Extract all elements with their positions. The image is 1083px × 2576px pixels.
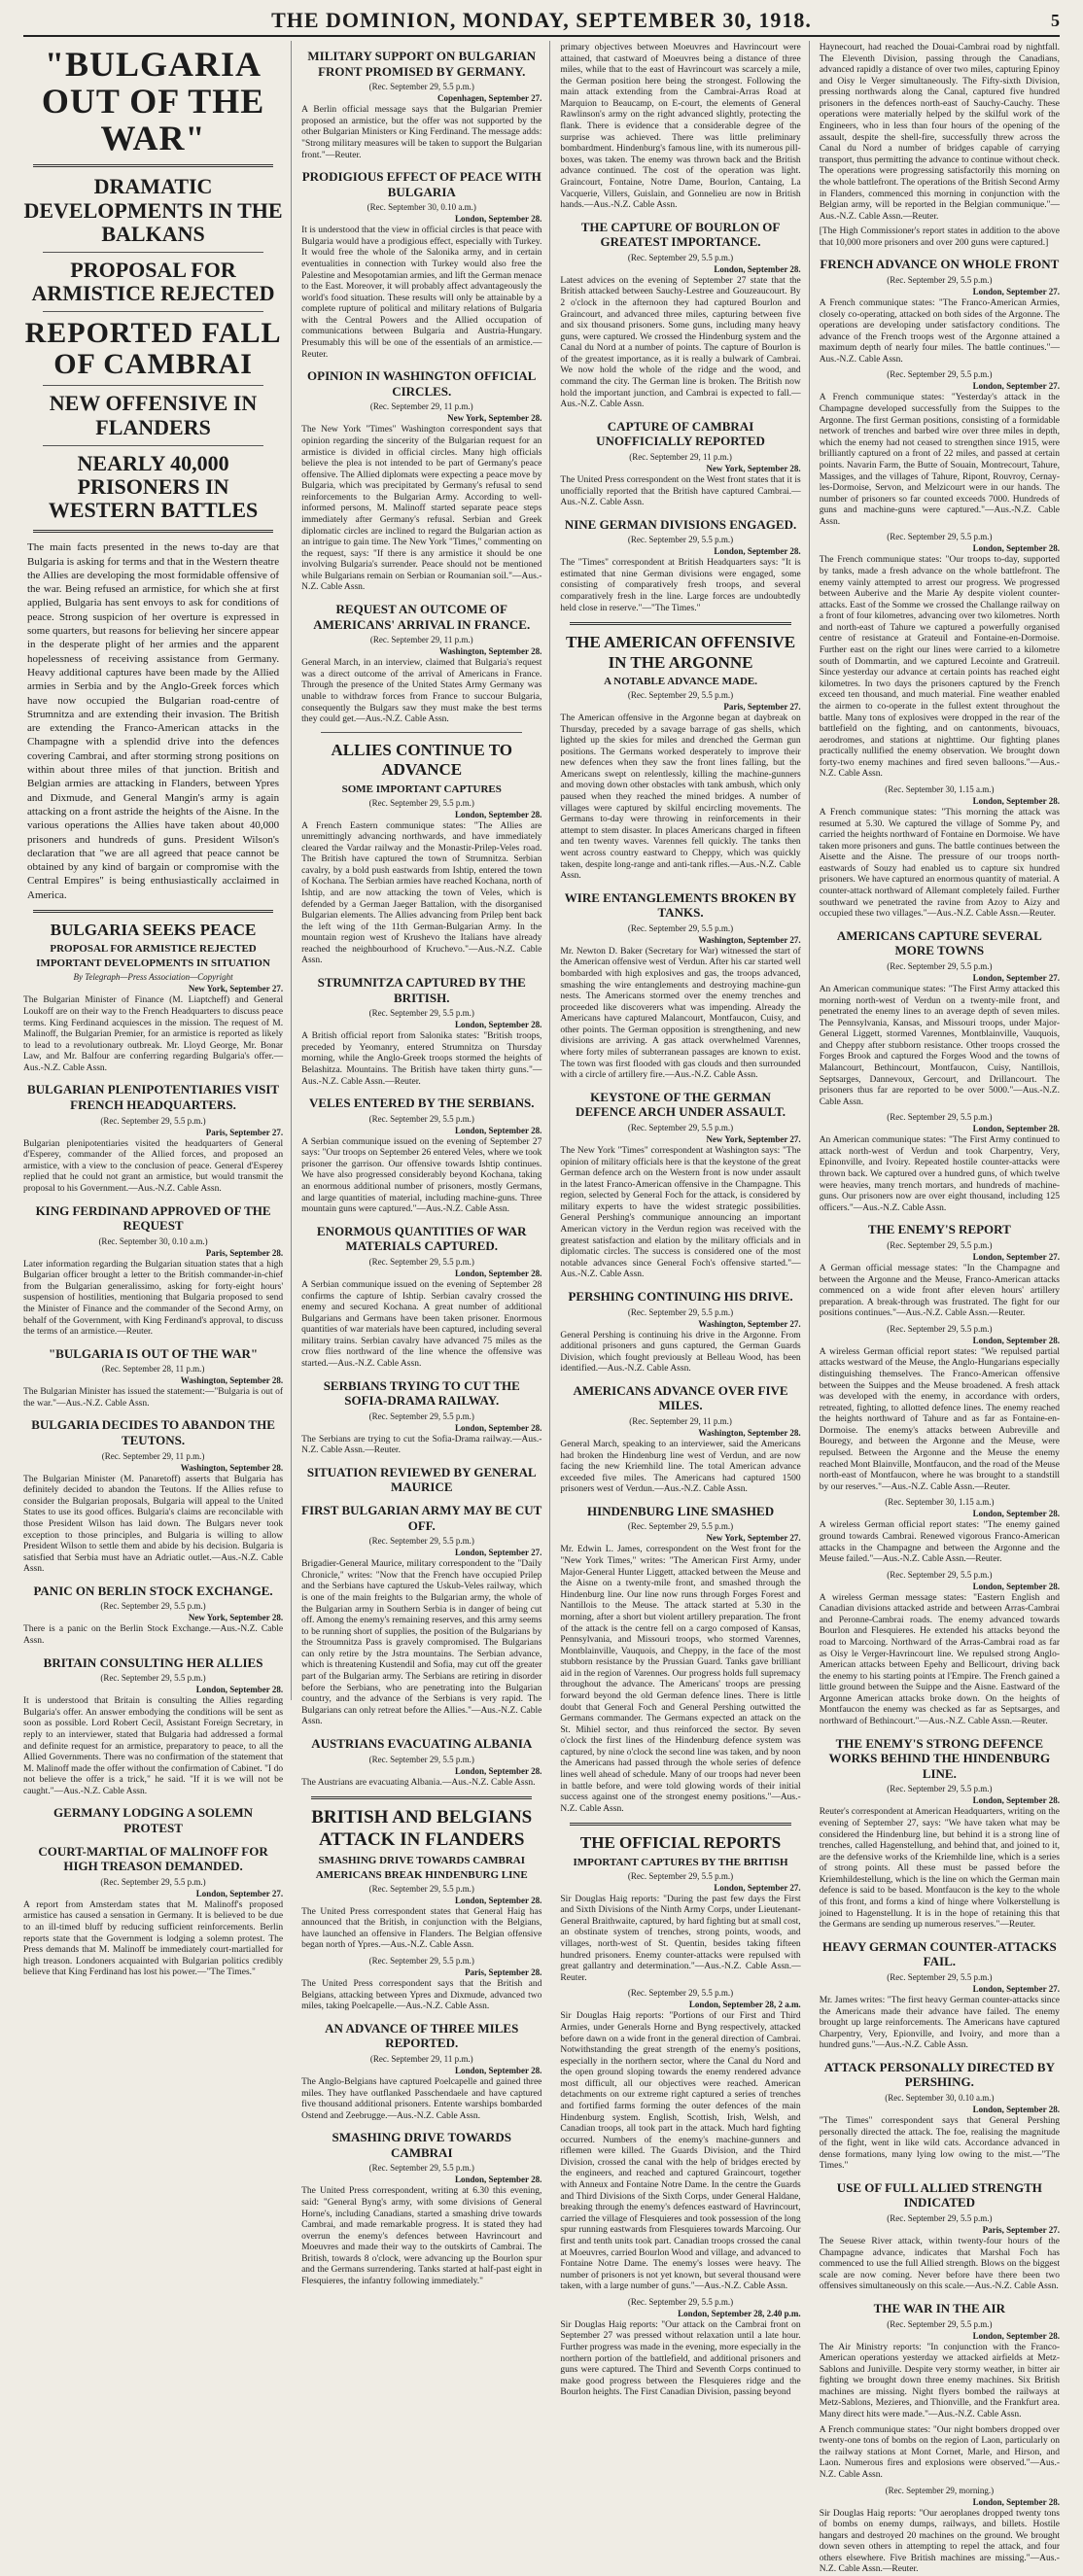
received-date: (Rec. September 29, 5.5 p.m.)	[627, 2296, 734, 2307]
article-body: Mr. James writes: "The first heavy German counter-attacks since the Americans made their advance have failed. The enemy brought up large reinforcements. The Americans have captured Charpentry, Very, Epionville, and Ivoiry, and more than a hundred guns."—Aus.-N.Z. Cable Assn.	[819, 1995, 1060, 2051]
received-date: (Rec. September 29, 5.5 p.m.)	[887, 532, 993, 542]
received-date: (Rec. September 29, 5.5 p.m.)	[887, 1323, 993, 1334]
article-body: A report from Amsterdam states that M. Malinoff's proposed armistice has caused a sensation in Germany. It is believed to be due to an ill-timed bluff by reducing sufficient reinforcements. Berlin reports state that the Government is lodging a solemn protest. The Press demands that M. Malinoff be immediately court-martialled for high treason. Londoners acquainted with Bulgarian politics credibly believe that King Ferdinand has lost his power.—"The Times."	[23, 1899, 284, 1978]
dateline-place: New York, September 28.	[447, 413, 542, 424]
article-headline: WIRE ENTANGLEMENTS BROKEN BY TANKS.	[564, 889, 797, 921]
article-subheadline: IMPORTANT DEVELOPMENTS IN SITUATION	[36, 957, 270, 970]
article-headline: STRUMNITZA CAPTURED BY THE BRITISH.	[317, 975, 526, 1005]
article-headline: CAPTURE OF CAMBRAI UNOFFICIALLY REPORTED	[596, 418, 765, 449]
dateline-place: Paris, September 28.	[465, 1967, 542, 1978]
article-headline: SMASHING DRIVE TOWARDS CAMBRAI	[332, 2130, 511, 2160]
divider	[321, 732, 522, 733]
article-body: Latest advices on the evening of September 27 state that the British attacked between Sauchy-Lestree and Gouzeaucourt. By 2 o'clock in the afternoon they had captured Bourlon and Graincourt, and advanced three miles, capturing between five and six thousand prisoners. Some guns, including many heavy guns, were captured. We crossed the Hindenburg system and the Canal du Nord at a number of points. The capture of Bourlon is of the greatest importance, as it is really a bulwark of Cambrai. We now hold the whole of the ridge and the wood, and command the city. The German line is broken. The British now hold the important junction, and Cambrai is expected to fall.—Aus.-N.Z. Cable Assn.	[560, 275, 801, 410]
article-body: A British official report from Salonika states: "British troops, preceded by Yeomanry, entered Strumnitza on Thursday morning, while the Anglo-Greek troops stormed the heights of Belashitza. Mountains. The British have taken thirty guns."—Aus.-N.Z. Cable Assn.—Reuter.	[301, 1031, 542, 1087]
dateline-place: London, September 28.	[455, 809, 542, 819]
article-body: The Seuese River attack, within twenty-four hours of the Champagne advance, indicates that Marshal Foch has commenced to use the full Allied strength. Blows on the biggest scale are now coming. Never before have there been two offensives simultaneously on this scale.—Aus.-N.Z. Cable Assn.	[819, 2237, 1060, 2292]
dateline-place: Paris, September 27.	[205, 1127, 284, 1137]
article-body: The Anglo-Belgians have captured Poelcapelle and gained three miles. They have outflanked Passchendaele and have captured five thousand additional prisoners. Entente warships bombarded Ostend and Zeebrugge.—Aus.-N.Z. Cable Assn.	[301, 2076, 542, 2121]
article-headline: VELES ENTERED BY THE SERBIANS.	[308, 1096, 535, 1111]
masthead	[23, 6, 1060, 37]
article-body: The Austrians are evacuating Albania.—Aus.-N.Z. Cable Assn.	[301, 1777, 536, 1788]
dateline-place: London, September 27.	[972, 972, 1060, 983]
article-headline: THE AMERICAN OFFENSIVE IN THE ARGONNE	[565, 633, 796, 672]
divider	[43, 445, 263, 446]
article-body: It is understood that Britain is consulting the Allies regarding Bulgaria's offer. An answer embodying the conditions will be sent as soon as possible. Lord Robert Cecil, Assistant Foreign Secretary, in reply to an interviewer, stated that Bulgaria had addressed a formal and definite request for an armistice, preparatory to peace, to all the Allied Governments. There was no confirmation of the statement that M. Malinoff made the offer without the confirmation of Cabinet. "I do not believe the offer is a trick," he said. "If it is we will not be caught."—Aus.-N.Z. Cable Assn.	[23, 1696, 284, 1796]
received-date: (Rec. September 29, 5.5 p.m.)	[627, 1870, 734, 1881]
article-body: An American communique states: "The First Army attacked this morning north-west of Verdun on a twenty-mile front, and penetrated the enemy lines to an average depth of seven miles. The Pennsylvania, Kansas, and Missouri troops, under Major-General Liggett, stormed Varennes, Montblainville, Vauquois, and Cheppy after stubborn resistance. Other troops crossed the Forges Brook and captured the Forges Wood and the towns of Malancourt, Bethincourt, Montfaucon, Cuisy, Nantillois, Septsarges, Dannevoux, Gercourt, and Drillancourt. The prisoners thus far are reported to be over 5000."—Aus.-N.Z. Cable Assn.	[819, 984, 1060, 1107]
divider	[43, 385, 263, 386]
article-body: The French communique states: "Our troops to-day, supported by tanks, made a fresh advance on the whole battlefront. The enemy vainly attempted to arrest our progress. We progressed between Auberive and the Marie Ay despite violent counter-attacks. East of the Somme we crossed the Challange railway on a front of four kilometres, advancing over two kilometres. North and north-east of Tahure we captured a powerfully organised centre of resistance at Grateuil and Fontaine-en-Dormoise. Further east on the right our lines were carried to a kilometre south of Dommartin, and we captured Lecointe and Gratreuil. Since yesterday our advance at certain points has reached eight kilometres. In two days the prisoners captured by the French exceed ten thousand, and much material. Fine weather enabled the airmen to co-operate in the fullest extent throughout the battle. Many tons of explosives were dropped in the rear of the battlefield on the fighting, and on cantonments, bivouacs, aerodromes, and stations at nighttime. Our fighting planes practically nullified the enemy observation. We brought down forty-two enemy machines and fired seven balloons."—Aus.-N.Z. Cable Assn.	[819, 555, 1060, 780]
article-headline: ALLIES CONTINUE TO ADVANCE	[331, 740, 512, 780]
article-body: Mr. Edwin L. James, correspondent on the West front for the "New York Times," writes: "The American First Army, under Major-General Hunter Liggett, attacked between the Meuse and the Aisne on a twenty-mile front, and smashed through the Hindenburg line. Our line now runs through Forges Forest and Nantillois to the Meuse. The attack started at 5.30 in the morning, after a short but violent artillery preparation. The front of the attack is the centre fell on a cargo composed of Kansas, Pennsylvania, and Missouri troops, who stormed Varennes, Montblainville, Vauquois, and Cheppy, in the face of the most stubborn resistance by the Prussian Guard. Tanks gave brilliant aid in the region of Varennes. Our progress holds full supremacy throughout the advance. The Americans' troops are pressing forward beyond the old German defence lines. There is little doubt that General Foch and General Pershing outwitted the Germans commander. The Germans expected an attack on the St. Mihiel sector, and thus reinforced the sector. By seven o'clock the first lines of the Hindenburg defence system was captured, by nine o'clock the second line was taken, and by noon the Americans had passed through the whole series of defence lines well ahead of schedule. Many of our troops had never been in battle before, and were told glowing words of their initial success against one of the strongest enemy positions."—Aus.-N.Z. Cable Assn.	[560, 1545, 801, 1814]
article-body: Reuter's correspondent at American Headquarters, writing on the evening of September 27, says: "We have taken what may be considered the Hindenburg line, but behind it is a strong line of trenches, called Hagenstellung, and behind that, and joined to it, are the defensive works of the Kriemhilde line, which is a series of strong points. All these must be passed before the Kriemhildestellung, which is the line on which the German main defence is said to be based. Montfaucon is the key to the whole of this front, and forms a kind of hinge where Volkerstellung is joined to Hagenstellung. It is in the hope of retaining this that the Germans are sending up numerous reserves."—Reuter.	[819, 1807, 1060, 1931]
column-3	[560, 41, 809, 2398]
article-body: Sir Douglas Haig reports: "Our aeroplanes dropped twenty tons of bombs on enemy dumps, railways, and billets. Hostile hangars and destroyed 20 machines on the ground. We brought down seven others in attempting to repel the attack, and four others elsewhere. Five British machines are missing."—Aus.-N.Z. Cable Assn.—Reuter.	[819, 2508, 1060, 2575]
article-body: There is a panic on the Berlin Stock Exchange.—Aus.-N.Z. Cable Assn.	[23, 1624, 284, 1647]
dateline-place: London, September 28.	[972, 543, 1060, 554]
dateline-place: New York, September 27.	[706, 1133, 801, 1144]
article-body: General March, in an interview, claimed that Bulgaria's request was a direct outcome of the arrival of Americans in France. Through the presence of the United States Army Germany was unable to withdraw forces from France to succour Bulgaria, consequently the Bulgars saw they must make the best terms they could get.—Aus.-N.Z. Cable Assn.	[301, 658, 542, 725]
article-body: "The Times" correspondent says that General Pershing personally directed the attack. The foe, realising the magnitude of the fight, went in like wild cats. Accordance advanced in dense formations, many lying low owing to the mist.—"The Times."	[819, 2116, 1060, 2172]
received-date: (Rec. September 29, 5.5 p.m.)	[627, 689, 734, 700]
dateline-place: London, September 28.	[972, 2330, 1060, 2341]
article-headline: AMERICANS CAPTURE SEVERAL MORE TOWNS	[836, 927, 1042, 958]
divider	[33, 164, 273, 167]
received-date: (Rec. September 29, 5.5 p.m.)	[627, 1521, 734, 1532]
article-body: The New York "Times" correspondent at Washington says: "The opinion of military officials here is that the keystone of the great German defence arch on the Western front is now under assault in the latest Franco-American offensive in the Champagne. This region, selected by General Foch for the attack, is considered by military experts to have the widest strategic possibilities. General Pershing's communique announcing an important American victory in the Verdun region was received with the greatest satisfaction and elation by the military officials and in diplomatic circles. The success is considered one of the most notable advances since General Foch's offensive started."—Aus.-N.Z. Cable Assn.	[560, 1145, 801, 1280]
article-headline: SERBIANS TRYING TO CUT THE SOFIA-DRAMA RAILWAY.	[323, 1377, 520, 1409]
divider	[570, 622, 790, 625]
article-body: Haynecourt, had reached the Douai-Cambrai road by nightfall. The Eleventh Division, passing through the Canadians, advanced rapidly a distance of over two miles, capturing Epinoy and Oisy le Verger simultaneously. The Fifty-sixth Division, pressing northwards along the Canal, captured five hundred prisoners in the defences north-east of Sauchy-Cauchy. These operations were materially helped by the skilful work of the Engineers, who in less than four hours of the opening of the assault, despite the shell-fire, successfully threw across the Canal du Nord a number of bridges capable of carrying transport, thus permitting the advance to continue without check. The operations were progressing satisfactorily this morning on the whole battlefront. The operations of the British Second Army in Flanders, commenced this morning in conjunction with the Belgian army, will be reported in the Belgian communique."—Aus.-N.Z. Cable Assn.—Reuter.	[819, 43, 1060, 222]
received-date: (Rec. September 29, 5.5 p.m.)	[368, 1883, 474, 1894]
headline-fall-of-cambrai: REPORTED FALL OF CAMBRAI	[24, 317, 282, 380]
dateline-place: London, September 28.	[455, 1422, 542, 1433]
main-headline: "BULGARIA OUT OF THE WAR"	[41, 45, 265, 157]
divider	[33, 530, 273, 533]
article-body: The Air Ministry reports: "In conjunction with the Franco-American operations yesterday we attacked airfields at Metz-Sablons and Juniville. Despite very stormy weather, in bitter air fighting we brought down three enemy machines. Six British machines are missing. Night flyers bombed the railways at Metz-Sablons, Mezieres, and Thionville, and the Frankfurt area. Many direct hits were made."—Aus.-N.Z. Cable Assn.	[819, 2342, 1060, 2420]
article-body: The Bulgarian Minister of Finance (M. Liaptcheff) and General Loukoff are on their way to the French Headquarters to discuss peace terms. King Ferdinand acquiesces in the mission. The request of M. Malinoff, the Bulgarian Premier, for an armistice is reported as likely to lead to a revolutionary outbreak. Mr. Lloyd George, Mr. Bonar Law, and Mr. Balfour are conferring regarding Bulgaria's offer.—Aus.-N.Z. Cable Assn.	[23, 995, 284, 1073]
dateline-place: London, September 27.	[972, 381, 1060, 392]
dateline-place: Washington, September 27.	[698, 1318, 801, 1329]
dateline-place: London, September 28.	[455, 2175, 542, 2185]
dateline-place: London, September 27.	[972, 287, 1060, 296]
article-headline: SITUATION REVIEWED BY GENERAL MAURICE	[306, 1464, 537, 1495]
received-date: (Rec. September 29, 5.5 p.m.)	[627, 1988, 734, 1999]
dateline-place: Washington, September 28.	[698, 1428, 801, 1438]
article-headline: ATTACK PERSONALLY DIRECTED BY PERSHING.	[823, 2059, 1055, 2090]
columns	[23, 41, 1060, 2575]
article-subheadline: SMASHING DRIVE TOWARDS CAMBRAI	[318, 1854, 526, 1866]
dateline-place: Washington, September 28.	[180, 1375, 284, 1386]
received-date: (Rec. September 29, 11 p.m.)	[629, 451, 732, 462]
dateline-place: London, September 28, 2.40 p.m.	[678, 2308, 801, 2318]
received-date: (Rec. September 30, 0.10 a.m.)	[885, 2093, 995, 2103]
received-date: (Rec. September 29, 11 p.m.)	[369, 401, 473, 412]
article-body: A French communique states: "The Franco-American Armies, closely co-operating, attacked on both sides of the Argonne. The operations are developing under satisfactory conditions. The advance of the French troops west of the Argonne attained a maximum depth of nearly four miles. The battle continues."—Aus.-N.Z. Cable Assn.	[819, 298, 1060, 365]
received-date: (Rec. September 29, 5.5 p.m.)	[368, 1956, 474, 1967]
received-date: (Rec. September 30, 1.15 a.m.)	[885, 783, 995, 794]
article-headline: PERSHING CONTINUING HIS DRIVE.	[568, 1288, 793, 1304]
received-date: (Rec. September 29, 5.5 p.m.)	[887, 275, 993, 285]
article-body: A French communique states: "Yesterday's attack in the Champagne developed successfully from the Suippes to the Argonne. The first German positions, consisting of a formidable network of trenches and barbed wire over three miles in depth, which the enemy had not ceased to strengthen since 1915, were brilliantly captured on a front of 22 miles, and passed at certain points. Navarin Farm, the Butte of Souain, Montrecourt, Tahure, Massiges, and the villages of Tahure, Ripont, Rouvroy, Cernay-les-Dormoise, Servon, and Melzicourt were in our hands. The number of prisoners so far counted exceeds 7000. Hundreds of guns and machine-guns were captured."—Aus.-N.Z. Cable Assn.	[819, 393, 1060, 527]
article-headline: THE CAPTURE OF BOURLON OF GREATEST IMPORTANCE.	[580, 219, 781, 250]
dateline-place: London, September 28.	[455, 1268, 542, 1278]
dateline-place: London, September 27.	[195, 1888, 284, 1898]
article-headline: KING FERDINAND APPROVED OF THE REQUEST	[35, 1202, 271, 1234]
dateline-place: London, September 28.	[972, 2496, 1060, 2507]
headline-flanders: NEW OFFENSIVE IN FLANDERS	[49, 391, 258, 439]
received-date: (Rec. September 29, 5.5 p.m.)	[368, 1410, 474, 1421]
article-headline: BRITISH AND BELGIANS ATTACK IN FLANDERS	[311, 1807, 533, 1850]
article-body: The United Press correspondent on the West front states that it is unofficially reported that the British have captured Cambrai.—Aus.-N.Z. Cable Assn.	[560, 474, 801, 508]
received-date: (Rec. September 29, 5.5 p.m.)	[368, 2163, 474, 2174]
dateline-place: London, September 28.	[972, 1509, 1060, 1519]
article-body: A French communique states: "Our night bombers dropped over twenty-one tons of bombs on the region of Laon, particularly on the railway stations at Mont Cornet, Marle, and Hirson, and Laon. Numerous fires and explosions were observed."—Aus.-N.Z. Cable Assn.	[819, 2424, 1060, 2480]
article-headline: KEYSTONE OF THE GERMAN DEFENCE ARCH UNDER ASSAULT.	[576, 1089, 786, 1120]
article-body: The Bulgarian Minister (M. Panaretoff) asserts that Bulgaria has definitely decided to abandon the Teutons. If the Allies refuse to consider the Bulgarian proposals, Bulgaria will appeal to the United States to use its good offices. Bulgaria's claims are reconcilable with those President Wilson has laid down. The Bulgars never took exception to those principles, and Bulgaria is willing to allow President Wilson to settle them and abide by his decision. Bulgaria is satisfied that Serbia must have an Adriatic outlet.—Aus.-N.Z. Cable Assn.	[23, 1474, 284, 1575]
received-date: (Rec. September 29, 5.5 p.m.)	[627, 1122, 734, 1132]
column-4	[819, 41, 1060, 2575]
article-body: A French communique states: "This morning the attack was resumed at 5.30. We captured the village of Somme Py, and carried the heights northward of Fontaine en Dormoise. We have taken more prisoners and guns. The battle continues between the Aisette and the Aisne. The pressure of our troops north-eastwards of Souzy had enabled us to capture six hundred prisoners. We have captured an enormous quantity of material. A counter-attack northward of Allemant completely failed. Further southward we penetrated the ravine from Azoy to Aizy and occupied these two villages."—Aus.-N.Z. Cable Assn.—Reuter.	[819, 807, 1060, 920]
received-date: (Rec. September 29, 5.5 p.m.)	[368, 797, 474, 808]
received-date: (Rec. September 29, 5.5 p.m.)	[368, 1536, 474, 1547]
article-headline: HEAVY GERMAN COUNTER-ATTACKS FAIL.	[821, 1938, 1057, 1969]
dateline-place: London, September 28.	[714, 263, 801, 274]
dateline-place: Copenhagen, September 27.	[437, 93, 542, 104]
article-body: A Serbian communique issued on the evening of September 28 confirms the capture of Ishtip. Serbian cavalry crossed the enemy and secured Kochana. A great number of additional Bulgarians and Germans have been taken prisoner. Enormous quantities of war materials have been captured, including several military trains. Serbian cavalry have advanced 75 miles as the crow flies northward of the line whence the offensive was started.—Aus.-N.Z. Cable Assn.	[301, 1279, 542, 1369]
received-date: (Rec. September 29, 5.5 p.m.)	[627, 1306, 734, 1317]
received-date: (Rec. September 29, 11 p.m.)	[629, 1416, 732, 1426]
article-subheadline: SOME IMPORTANT CAPTURES	[341, 783, 502, 795]
article-body: Sir Douglas Haig reports: "Portions of our First and Third Armies, under Generals Horne and Byng respectively, attacked before dawn on a wide front in the general direction of Cambrai. Notwithstanding the great strength of the enemy's positions, especially in the northern sector, where the Canal du Nord and the open ground sloping towards the enemy rendered advance most difficult, all our objectives were reached. American detachments on our extreme right captured a series of trenches and fortified farms forming the outer defences of the main Hindenburg system. English, Scottish, Irish, Welsh, and Canadian troops, all took part in the attack. Much hard fighting occurred. Numbers of the enemy's machine-gunners and riflemen were killed. The Guards Division, and the Third Division, crossed the canal with the help of bridges erected by the engineers, and reached and captured Graincourt, together with Anneux and Fontaine Notre Dame. In the centre the Guards and Third Divisions of the Sixth Corps, under General Haldane, breaking through the enemy's defences eastward of Havrincourt, carried the village of Flesquieres and took possession of the long spur running eastwards from Flesquieres towards Marcoing. Our first and tenth units took part. Canadian troops crossed the canal at Moeuvres, carried Bourlon Wood and village, and advanced to Fontaine Notre Dame. The enemy's losses were heavy. The number of prisoners is not yet known, but several thousand were taken, with a large number of guns."—Aus.-N.Z. Cable Assn.	[560, 2011, 801, 2292]
received-date: (Rec. September 29, 5.5 p.m.)	[887, 960, 993, 971]
dateline-place: London, September 27.	[714, 1882, 801, 1893]
article-body: A Serbian communique issued on the evening of September 27 says: "Our troops on September 26 entered Veles, where we took prisoner the garrison. Our offensive towards Ishtip continues. We have also progressed considerably beyond Kochana, taking an enormous additional number of prisoners, mostly Germans, and large quantities of material, including machine-guns. Three mountain guns were captured."—Aus.-N.Z. Cable Assn.	[301, 1136, 542, 1215]
article-subheadline: IMPORTANT CAPTURES BY THE BRITISH	[573, 1856, 788, 1868]
article-headline: PANIC ON BERLIN STOCK EXCHANGE.	[33, 1583, 273, 1598]
article-body: Brigadier-General Maurice, military correspondent to the "Daily Chronicle," writes: "Now that the French have occupied Prilep and the Serbians have captured the Uskub-Veles railway, which is one of the main freights to the Bulgarian army, the whole of the Bulgarian army in Southern Serbia is in danger of being cut off. Among the enemy's remaining reserves, and this army seems to be running short of supplies, the position of the Bulgarians by the Stroumnitza Pass is gravely compromised. The Bulgarians can only retire by the Jstra mountains. The Serbian advance, which is threatening Kustendil and Sofia, may cut off the greater part of the Bulgarian army. The Serbians are retiring in disorder before the Serbians, who are penetrating into the Bulgarian country, and the advance of the Serbians is very rapid. The Bulgarians can only retreat before the Allies."—Aus.-N.Z. Cable Assn.	[301, 1559, 542, 1727]
article-headline: THE WAR IN THE AIR	[873, 2300, 1005, 2315]
dateline-place: London, September 28.	[972, 795, 1060, 806]
received-date: (Rec. September 30, 0.10 a.m.)	[367, 202, 476, 213]
received-date: (Rec. September 29, 5.5 p.m.)	[368, 1256, 474, 1267]
dateline-place: New York, September 28.	[706, 463, 801, 473]
article-body: The American offensive in the Argonne began at daybreak on Thursday, preceded by a savage barrage of gas shells, which lighted up the skies for miles and drenched the German gun positions. The Germans worked desperately to improve their new defences when they saw the front lines falling, but the Americans swept on relentlessly, killing the machine-gunners and moving down other obstacles with tank ambush, which only paused when they reached the mined bridges. A number of villages were captured by skilful encircling movements. The Germans to-day were throwing in reinforcements in their attempt to stem disaster. In places Americans charged in fifteen and ten twenty waves. Varennes fell quickly. The tanks then went across country eastward to Cheppy, which was quickly taken, despite long-range and anti-tank rifles.—Aus.-N.Z. Cable Assn.	[560, 713, 801, 882]
article-headline: PRODIGIOUS EFFECT OF PEACE WITH BULGARIA	[301, 169, 542, 199]
newspaper-title: THE DOMINION, MONDAY, SEPTEMBER 30, 1918.	[271, 8, 812, 32]
received-date: (Rec. September 29, 5.5 p.m.)	[100, 1601, 206, 1612]
dateline-place: London, September 28.	[455, 1765, 542, 1776]
article-headline: "BULGARIA IS OUT OF THE WAR"	[48, 1345, 259, 1361]
divider	[33, 910, 273, 913]
article-body: Bulgarian plenipotentiaries visited the headquarters of General d'Esperey, commander of the Allied forces, and proposed an armistice, with a view to the conclusion of peace. General d'Esperey replied that he could not grant an armistice, but would transmit the proposal to his Government.—Aus.-N.Z. Cable Assn.	[23, 1138, 284, 1194]
dateline-place: London, September 27.	[972, 1251, 1060, 1262]
article-headline: AN ADVANCE OF THREE MILES REPORTED.	[325, 2020, 519, 2051]
received-date: (Rec. September 29, 5.5 p.m.)	[887, 1971, 993, 1982]
dateline-place: Paris, September 27.	[982, 2225, 1060, 2236]
article-headline: REQUEST AN OUTCOME OF AMERICANS' ARRIVAL IN FRANCE.	[313, 602, 531, 632]
article-headline: THE OFFICIAL REPORTS	[579, 1833, 782, 1853]
article-headline: USE OF FULL ALLIED STRENGTH INDICATED	[836, 2179, 1042, 2210]
dateline-place: London, September 27.	[972, 1983, 1060, 1994]
received-date: (Rec. September 29, 5.5 p.m.)	[887, 2318, 993, 2329]
divider	[43, 252, 263, 253]
article-headline: FIRST BULGARIAN ARMY MAY BE CUT OFF.	[301, 1503, 542, 1533]
article-body: The Serbians are trying to cut the Sofia-Drama railway.—Aus.-N.Z. Cable Assn.—Reuter.	[301, 1434, 542, 1456]
article-body: primary objectives between Moeuvres and Havrincourt were attained, that castward of Moeuvres being a distance of three miles, while that to the east of Havrincourt was scarcely a mile, the German position here being the strongest. Following the main attack extending from the Cambrai-Arras Road at Marquion to Beaucamp, on E-court, the elements of General Rawlinson's army on the right advanced slightly, protecting the flank. There is evidence that a considerable degree of the surprise was achieved. There was little preliminary bombardment. Hindenburg's famous line, with its numerous pill-boxes, was taken. The enemy was thrown back and the British advance continued. The cost of the operation was light. Graincourt, Fontaine, Notre Dame, Bourlon, Cantaing, La Vacquerie, Villers, Guislain, and Gonnelieu are now in British hands.—Aus.-N.Z. Cable Assn.	[560, 43, 801, 211]
article-headline: OPINION IN WASHINGTON OFFICIAL CIRCLES.	[307, 368, 537, 399]
article-body: A Berlin official message says that the Bulgarian Premier proposed an armistice, but the offer was not supported by the other Bulgarian Ministers or King Ferdinand. The message adds: "Strong military measures will be taken to support the Bulgarian front."—Reuter.	[301, 105, 542, 160]
dateline-place: London, September 28.	[972, 1581, 1060, 1591]
article-body: Mr. Newton D. Baker (Secretary for War) witnessed the start of the American offensive west of Verdun. After his car started well bombarded with high explosives and gas, the troops advanced, smashing the wire entanglements and destroying machine-gun nests. The Americans stormed over the enemy trenches and proceeded like discoverers what was impending. Already the Americans have captured Malancourt, Montfaucon, Cuisy, and other points. The German opposition is strengthening, and new divisions are arriving. A gas attack overwhelmed Varennes, where forty miles of subterranean passages are known to exist. The town was first flooded with gas clouds and then surrounded with a circle of artillery fire.—Aus.-N.Z. Cable Assn.	[560, 946, 801, 1081]
editor-note: [The High Commissioner's report states in addition to the above that 10,000 more prisoners and over 200 guns were captured.]	[819, 226, 1060, 248]
received-date: (Rec. September 29, 5.5 p.m.)	[368, 1008, 474, 1019]
article-body: A wireless German official report states: "The enemy gained ground towards Cambrai. Renewed vigorous Franco-American attacks in the Champagne and between the Argonne and the Meuse failed."—Aus.-N.Z. Cable Assn.—Reuter.	[819, 1520, 1060, 1565]
received-date: (Rec. September 29, 5.5 p.m.)	[100, 1115, 206, 1126]
dateline-place: London, September 28.	[714, 546, 801, 557]
article-body: The United Press correspondent states that General Haig has announced that the British, in conjunction with the Belgians, have launched an offensive in Flanders. The Belgian offensive began north of Ypres.—Aus.-N.Z. Cable Assn.	[301, 1906, 542, 1951]
received-date: (Rec. September 29, 5.5 p.m.)	[627, 535, 734, 545]
received-date: (Rec. September 29, morning.)	[885, 2485, 995, 2495]
received-date: (Rec. September 29, 5.5 p.m.)	[887, 2213, 993, 2224]
byline: By Telegraph—Press Association—Copyright	[73, 972, 233, 983]
received-date: (Rec. September 29, 5.5 p.m.)	[627, 252, 734, 262]
received-date: (Rec. September 30, 0.10 a.m.)	[98, 1236, 208, 1246]
lead-paragraph: The main facts presented in the news to-day are that Bulgaria is asking for terms and that in the Western theatre the Allies are developing the most formidable offensive of the war. Being refused an armistice, for which she at first applied, Bulgaria has sent envoys to ask for conditions of peace. Strong suspicion of her overture is expressed in some quarters, but reasons for believing her sincere appear in the desperate plight of her armies and the apparent hopelessness of receiving assistance from Germany. Heavy additional captures have been made by the Allied armies in Serbia and by the Anglo-Greek forces which have now occupied the Bulgarian road-centre of Strumnitza and are extending their invasion. The British are extending the Franco-American attacks in the Champagne with a splendid drive into the defences covering Cambrai, and after storming strong positions on within about three miles of that junction. British and Belgian armies are attacking in Flanders, between Ypres and Dixmude, and General Mangin's army is again attacking on a front astride the heights of the Aisne. In the various operations the Allies have taken about 40,000 prisoners and hundreds of guns. President Wilson's declaration that "we are all agreed that peace cannot be obtained by any kind of bargain or compromise with the Central Empires" is being enthusiastically acclaimed in America.	[27, 541, 280, 901]
article-body: General Pershing is continuing his drive in the Argonne. From additional prisoners and guns captured, the German Guards Division, which fought previously at Belleau Wood, has been identified.—Aus.-N.Z. Cable Assn.	[560, 1330, 801, 1375]
article-subheadline: A NOTABLE ADVANCE MADE.	[604, 675, 757, 687]
article-body: Sir Douglas Haig reports: "Our attack on the Cambrai front on September 27 was pressed without relaxation until a late hour. Further progress was made in the evening, more especially in the northern portion of the battlefield, and additional prisoners and guns were captured. The Third and Seventh Corps continued to make good progress between the Flesquieres ridge and the Bourlon heights. The First Canadian Division, passing beyond	[560, 2319, 801, 2398]
article-body: General March, speaking to an interviewer, said the Americans had broken the Hindenburg line west of Verdun, and are now facing the new Kriemhild line. The total American advance exceeded five miles. The Americans had captured 1500 prisoners west of Verdun.—Aus.-N.Z. Cable Assn.	[560, 1440, 801, 1495]
dateline-place: London, September 27.	[455, 1548, 542, 1558]
article-headline: NINE GERMAN DIVISIONS ENGAGED.	[564, 516, 797, 532]
article-body: The New York "Times" Washington correspondent says that opinion regarding the sincerity of the Bulgarian request for an armistice is divided in official circles. Many high officials believe the plea is not intended to be part of Germany's peace offensive. The Allied diplomats were expecting a peace move by Bulgaria, which was precipitated by Germany's refusal to send reinforcements to the Bulgarian Army. According to well-informed persons, M. Malinoff started separate peace steps immediately after Germany's refusal. Serbian and Greek diplomatic circles are inclined to regard the Bulgarian action as an intrigue to gain time. The New York "Times," commenting on the request, says: "If there is any armistice it should be one involving Bulgaria's surrender. Peace should not be mentioned while Bulgarians remain on Serbian or Roumanian soil."—Aus.-N.Z. Cable Assn.	[301, 425, 542, 593]
dateline-place: London, September 28.	[455, 1020, 542, 1030]
article-body: The United Press correspondent says that the British and Belgians, attacking between Ypres and Dixmude, advanced two miles, taking Poelcapelle.—Aus.-N.Z. Cable Assn.	[301, 1979, 542, 2012]
received-date: (Rec. September 29, 5.5 p.m.)	[887, 1112, 993, 1123]
received-date: (Rec. September 29, 5.5 p.m.)	[368, 1754, 474, 1764]
article-headline: BRITAIN CONSULTING HER ALLIES	[43, 1654, 263, 1670]
article-body: The "Times" correspondent at British Headquarters says: "It is estimated that nine German divisions were engaged, some consisting of comparatively fresh troops, and several comparatively fresh in the line. Large forces are undoubtedly held close in reserve."—"The Times."	[560, 558, 801, 613]
dateline-place: Paris, September 27.	[723, 701, 801, 712]
dateline-place: Washington, September 28.	[439, 646, 542, 657]
received-date: (Rec. September 29, 5.5 p.m.)	[368, 82, 474, 92]
headline-prisoners: NEARLY 40,000 PRISONERS IN WESTERN BATTLES	[48, 450, 259, 523]
column-1	[23, 41, 292, 1978]
dateline-place: New York, September 28.	[188, 1613, 284, 1623]
received-date: (Rec. September 29, 5.5 p.m.)	[627, 922, 734, 933]
article-body: The United Press correspondent, writing at 6.30 this evening, said: "General Byng's army, with some divisions of General Horne's, including Canadians, started a smashing drive towards Cambrai, and made remarkable progress. It is stated they had overrun the enemy's defences between Havrincourt and Moeuvres and made their way to the outskirts of Cambrai. The British, towards 8 o'clock, were advancing up the Bourlon spur and the Germans surrendering. Tanks started at half-past eight in Flesquieres, the infantry following immediately."	[301, 2186, 542, 2287]
dateline-place: London, September 28.	[455, 2065, 542, 2075]
dateline-place: London, September 28.	[972, 1335, 1060, 1345]
headline-dramatic-developments: DRAMATIC DEVELOPMENTS IN THE BALKANS	[23, 174, 283, 246]
received-date: (Rec. September 29, 5.5 p.m.)	[887, 1784, 993, 1794]
article-headline: FRENCH ADVANCE ON WHOLE FRONT	[820, 257, 1060, 272]
dateline-place: London, September 28.	[972, 2105, 1060, 2114]
article-body: It is understood that the view in official circles is that peace with Bulgaria would have a prodigious effect, especially with Turkey. It would free the whole of the Salonika army, and in certain eventualities in connection with Turkey would also free the Palestine and Mesopotamian armies, and lift the German menace to the East. Moreover, it will probably affect advantageously the world's food situation. These results will only be attainable by a complete rupture of political and military relations of Bulgaria with the Central Powers and the Allied occupation of communications between Bulgaria and Austria-Hungary. Presumably this will be one of the essentials of an armistice.—Reuter.	[301, 226, 542, 360]
dateline-place: New York, September 27.	[188, 984, 284, 994]
article-headline: BULGARIA SEEKS PEACE	[50, 920, 257, 939]
page-number: 5	[1051, 10, 1060, 30]
received-date: (Rec. September 29, 11 p.m.)	[101, 1450, 205, 1461]
received-date: (Rec. September 28, 11 p.m.)	[101, 1364, 205, 1375]
article-headline: THE ENEMY'S STRONG DEFENCE WORKS BEHIND THE HINDENBURG LINE.	[828, 1735, 1051, 1781]
headline-proposal-rejected: PROPOSAL FOR ARMISTICE REJECTED	[31, 257, 275, 306]
dateline-place: London, September 28.	[972, 1795, 1060, 1806]
dateline-place: London, September 28.	[455, 1125, 542, 1135]
divider	[570, 1823, 790, 1826]
received-date: (Rec. September 29, 5.5 p.m.)	[887, 369, 993, 380]
article-subheadline: PROPOSAL FOR ARMISTICE REJECTED	[50, 943, 257, 956]
received-date: (Rec. September 29, 11 p.m.)	[369, 2053, 473, 2064]
divider	[311, 1796, 532, 1799]
received-date: (Rec. September 29, 5.5 p.m.)	[100, 1673, 206, 1684]
dateline-place: London, September 28.	[455, 1895, 542, 1905]
dateline-place: London, September 28.	[972, 1124, 1060, 1134]
received-date: (Rec. September 29, 5.5 p.m.)	[100, 1876, 206, 1887]
article-headline: AUSTRIANS EVACUATING ALBANIA	[311, 1735, 533, 1751]
article-headline: THE ENEMY'S REPORT	[867, 1222, 1011, 1237]
article-headline: COURT-MARTIAL OF MALINOFF FOR HIGH TREASON DEMANDED.	[38, 1843, 268, 1874]
article-body: A French Eastern communique states: "The Allies are unremittingly advancing northwards, and have immediately cleared the Vardar railway and the Monastir-Prilep-Veles road. The British have captured the town of Strumnitza. Serbian cavalry, by a bold push eastwards from Ishtip, entered the town of Kochana. The Serbian armies have reached Kochana, north of Ishtip, and are now attacking the town of Veles, which is defended by a German Jaeger Battalion, with the disorganised Bulgarian elements. The Allies advancing from Prilep bent back the left wing of the 11th German-Bulgarian Army. In the mountain region west of Krushevo the Italians have already reached the neighbourhood of Kruchevo."—Aus.-N.Z. Cable Assn.	[301, 820, 542, 966]
article-headline: BULGARIA DECIDES TO ABANDON THE TEUTONS.	[31, 1417, 275, 1448]
dateline-place: Washington, September 27.	[698, 934, 801, 945]
article-body: The Bulgarian Minister has issued the statement:—"Bulgaria is out of the war."—Aus.-N.Z. Cable Assn.	[23, 1387, 284, 1409]
article-headline: HINDENBURG LINE SMASHED	[586, 1503, 775, 1518]
received-date: (Rec. September 30, 1.15 a.m.)	[885, 1497, 995, 1508]
column-2	[301, 41, 550, 2287]
received-date: (Rec. September 29, 5.5 p.m.)	[887, 1569, 993, 1580]
article-subheadline: AMERICANS BREAK HINDENBURG LINE	[315, 1868, 528, 1881]
received-date: (Rec. September 29, 5.5 p.m.)	[368, 1113, 474, 1124]
article-headline: BULGARIAN PLENIPOTENTIARIES VISIT FRENCH HEADQUARTERS.	[26, 1082, 280, 1113]
dateline-place: New York, September 27.	[706, 1533, 801, 1544]
article-body: A wireless German official report states: "We repulsed partial attacks westward of the Meuse, the Anglo-Hungarians especially distinguishing themselves. The Franco-American offensive between the Suippes and the Meuse broadened. A fresh attack was developed with the enemy, in accordance with orders, retreated, fighting, to allotted defence lines. The enemy reached the heights northward of Tahure and as far as Fontaine-en-Dormoise. The enemy's attacks between Aubreville and Bouregy, and between the Argonne and the Meuse, were repulsed. Between the Argonne and the Meuse the enemy reached Mont Blainville, Montfaucon, and the road of the Meuse north-east of Montfaucon, where he was brought to a standstill by our reserves."—Aus.-N.Z. Cable Assn.—Reuter.	[819, 1346, 1060, 1492]
article-body: An American communique states: "The First Army continued to attack north-west of Verdun and took Charpentry, Very, Epinonville, and Ivoiry. Repeated hostile counter-attacks were thrown back. We captured over a hundred guns, of which twelve were heavies, many trench mortars, and hundreds of machine-guns. Our prisoners now are over eight thousand, including 125 officers."—Aus.-N.Z. Cable Assn.	[819, 1135, 1060, 1213]
received-date: (Rec. September 29, 11 p.m.)	[369, 635, 473, 645]
article-body: A German official message states: "In the Champagne and between the Argonne and the Meuse, Franco-American attacks commenced on a wide front after eleven hours' artillery preparation. A break-through was frustrated. The fight for our positions continues."—Aus.-N.Z. Cable Assn.—Reuter.	[819, 1263, 1060, 1319]
article-headline: AMERICANS ADVANCE OVER FIVE MILES.	[573, 1382, 788, 1413]
dateline-place: London, September 28, 2 a.m.	[688, 2000, 801, 2010]
received-date: (Rec. September 29, 5.5 p.m.)	[887, 1239, 993, 1250]
dateline-place: Washington, September 28.	[180, 1462, 284, 1473]
article-headline: MILITARY SUPPORT ON BULGARIAN FRONT PROMISED BY GERMANY.	[307, 49, 537, 79]
article-body: Later information regarding the Bulgarian situation states that a high Bulgarian officer brought a letter to the British commander-in-chief from the Bulgarian generalissimo, asking for forty-eight hours' suspension of hostilities, mentioning that Bulgaria proposed to send the Minister of Finance and the commander of the Second Army, on behalf of the Government, with King Ferdinand's approval, to discuss the terms of an armistice.—Reuter.	[23, 1259, 284, 1338]
dateline-place: London, September 28.	[195, 1685, 284, 1695]
dateline-place: London, September 28.	[455, 214, 542, 225]
article-body: A wireless German message states: "Eastern English and Canadian divisions attacked astride and between Arras-Cambrai and Peronne-Cambrai roads. The enemy advanced towards Bourlon and Flesquieres. He extended his attacks beyond the road to Marcoing. Northward of the Arras-Cambrai road as far as Oisy le Verger-Havrincourt line. We repulsed strong Anglo-American attacks between Epehy and Bellicourt, driving back the enemy to his starting points at l'Empire. The French gained a little ground between the Suippe and the Aisne. Eastward of the Argonne American attacks broke down. On the heights of Montfaucon the enemy was checked as far as Septsarges, and northward of Bethincourt."—Aus.-N.Z. Cable Assn.—Reuter.	[819, 1592, 1060, 1727]
divider	[43, 311, 263, 312]
article-headline: ENORMOUS QUANTITIES OF WAR MATERIALS CAPTURED.	[316, 1223, 527, 1254]
article-body: Sir Douglas Haig reports: "During the past few days the First and Sixth Divisions of the Ninth Army Corps, under Lieutenant-General Braithwaite, captured, by hard fighting but at small cost, an obstinate system of trenches, strong points, woods, and villages, north-west of St. Quentin, besides taking fifteen hundred prisoners. Enemy counter-attacks were repulsed with great gallantry and determination."—Aus.-N.Z. Cable Assn.—Reuter.	[560, 1894, 801, 1983]
article-headline: GERMANY LODGING A SOLEMN PROTEST	[53, 1805, 254, 1836]
dateline-place: Paris, September 28.	[205, 1247, 284, 1258]
